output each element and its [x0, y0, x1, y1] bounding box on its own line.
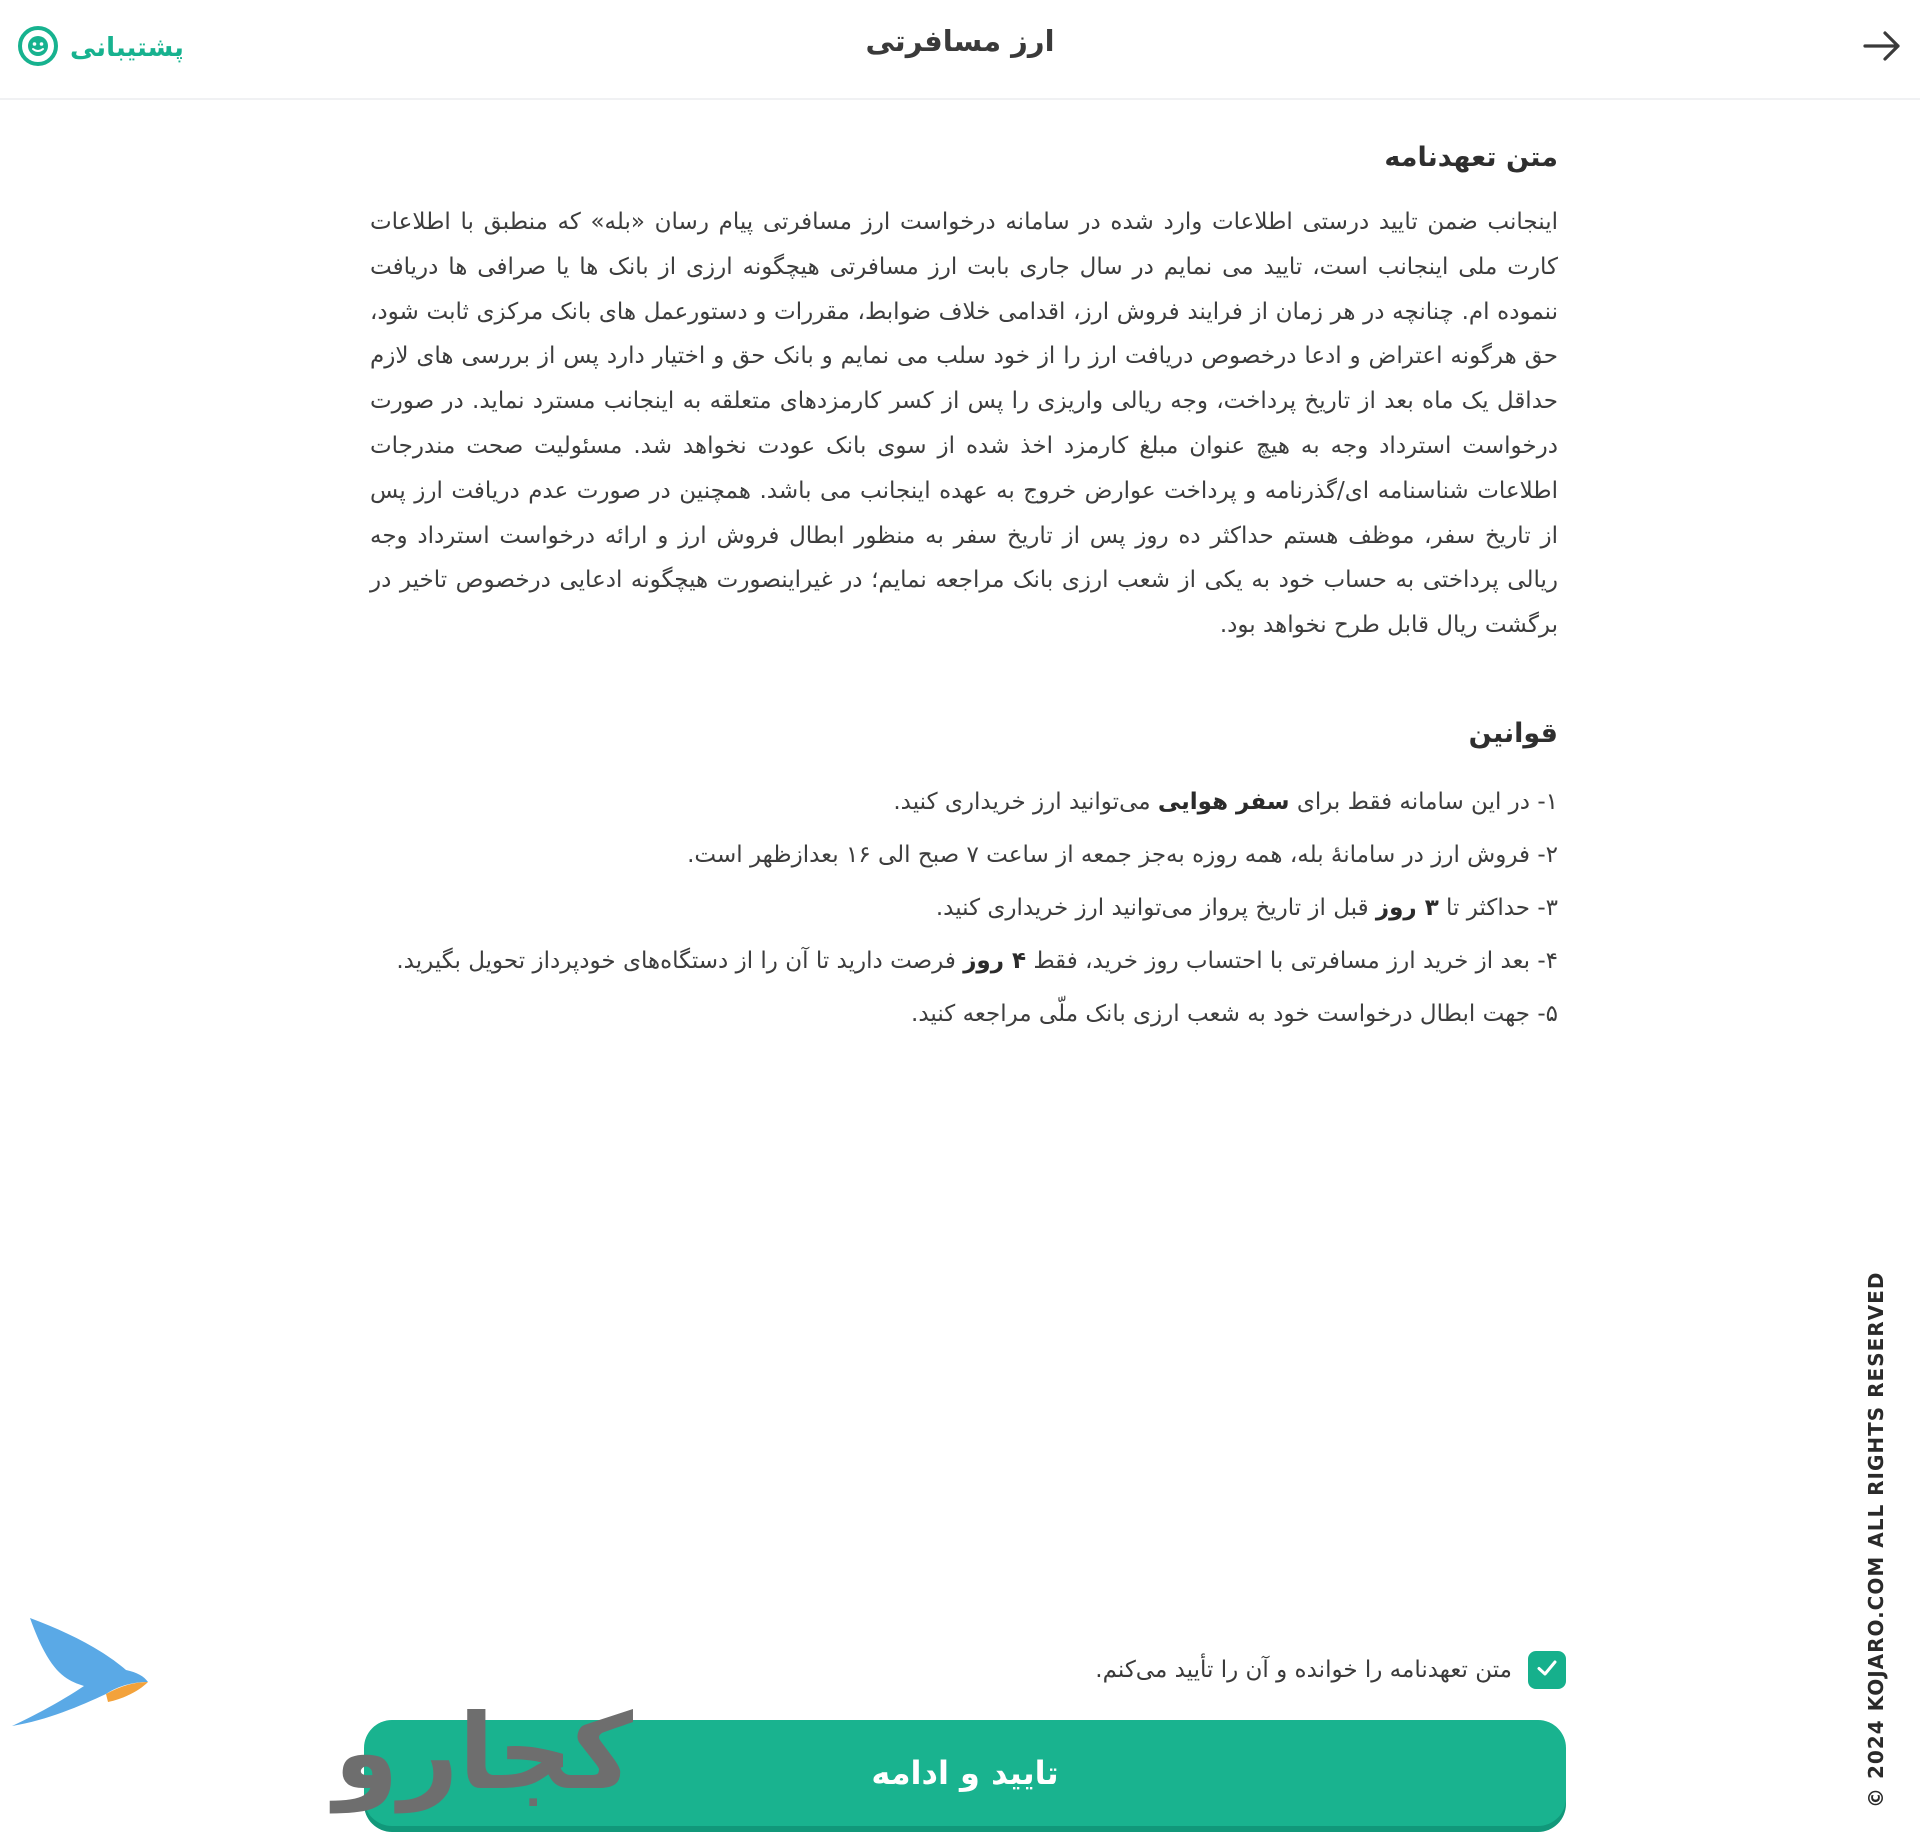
rule-text: ۱- در این سامانه فقط برای: [1289, 788, 1558, 815]
rule-text: قبل از تاریخ پرواز می‌توانید ارز خریداری کنید.: [935, 894, 1376, 921]
rule-item: [370, 935, 1558, 988]
rules-title: قوانین: [1468, 717, 1558, 749]
page-title: ارز مسافرتی: [865, 24, 1055, 58]
rule-text: ۲- فروش ارز در سامانهٔ بله، همه روزه به‌جز جمعه از ساعت ۷ صبح الی ۱۶ بعدازظهر است.: [687, 841, 1558, 868]
rule-text: ۵- جهت ابطال درخواست خود به شعب ارزی بانک ملّی مراجعه کنید.: [911, 1000, 1558, 1027]
pledge-title: متن تعهدنامه: [1384, 142, 1558, 173]
pledge-text: اینجانب ضمن تایید درستی اطلاعات وارد شده در سامانه درخواست ارز مسافرتی پیام رسان «بله» که منطبق با اطلاعات کارت ملی اینجانب است، تایید می نمایم در سال جاری بابت ارز مسافرتی هیچگونه ارزی از بانک ها یا صرافی ها دریافت ننموده ام. چنانچه در هر زمان از فرایند فروش ارز، اقدامی خلاف ضوابط، مقررات و دستورعمل های بانک مرکزی ثابت شود، حق هرگونه اعتراض و ادعا درخصوص دریافت ارز را از خود سلب می نمایم و بانک حق و اختیار دارد پس از بررسی های لازم حداقل یک ماه بعد از تاریخ پرداخت، وجه ریالی واریزی را پس از کسر کارمزدهای متعلقه به اینجانب مسترد نماید. در صورت درخواست استرداد وجه به هیچ عنوان مبلغ کارمزد اخذ شده از سوی بانک عودت نخواهد شد. مسئولیت صحت مندرجات اطلاعات شناسنامه ای/گذرنامه و پرداخت عوارض خروج به عهده اینجانب می باشد. همچنین در صورت عدم دریافت ارز پس از تاریخ سفر، موظف هستم حداکثر ده روز پس از تاریخ سفر به منظور ابطال فروش ارز و ارائه درخواست استرداد وجه ریالی پرداختی به حساب خود به یکی از شعب ارزی بانک مراجعه نمایم؛ در غیراینصورت هیچگونه ادعایی درخصوص تاخیر در برگشت ریال قابل طرح نخواهد بود.: [370, 209, 1558, 639]
rule-item: [370, 776, 1558, 829]
rule-item: [370, 829, 1558, 882]
agreement-checkbox-row[interactable]: [1095, 1650, 1566, 1690]
rule-item: [370, 988, 1558, 1041]
rule-text: فرصت دارید تا آن را از دستگاه‌های خودپرداز تحویل بگیرید.: [396, 947, 964, 974]
top-bar: [0, 0, 1920, 100]
rule-emphasis: ۴ روز: [963, 947, 1027, 974]
agreement-label: متن تعهدنامه را خوانده و آن را تأیید می‌کنم.: [1095, 1657, 1512, 1683]
check-icon: [1534, 1655, 1560, 1685]
arrow-right-icon: [1861, 25, 1903, 71]
main-content: [370, 125, 1558, 1041]
rule-text: ۳- حداکثر تا: [1438, 894, 1558, 921]
agreement-checkbox[interactable]: [1528, 1651, 1566, 1689]
rule-emphasis: ۳ روز: [1375, 894, 1439, 921]
logo-text: کجارو: [334, 1691, 633, 1813]
rule-item: [370, 882, 1558, 935]
rules-list: [370, 776, 1558, 1041]
copyright-text: © 2024 KOJARO.COM ALL RIGHTS RESERVED: [1864, 1271, 1888, 1808]
back-button[interactable]: [1856, 22, 1908, 74]
rule-text: می‌توانید ارز خریداری کنید.: [893, 788, 1158, 815]
rule-emphasis: سفر هوایی: [1157, 788, 1290, 815]
rule-text: ۴- بعد از خرید ارز مسافرتی با احتساب روز خرید، فقط: [1026, 947, 1558, 974]
confirm-continue-button[interactable]: تایید و ادامه: [364, 1720, 1566, 1826]
kojaro-logo: [8, 1612, 633, 1813]
support-label: پشتیبانی: [70, 33, 184, 63]
